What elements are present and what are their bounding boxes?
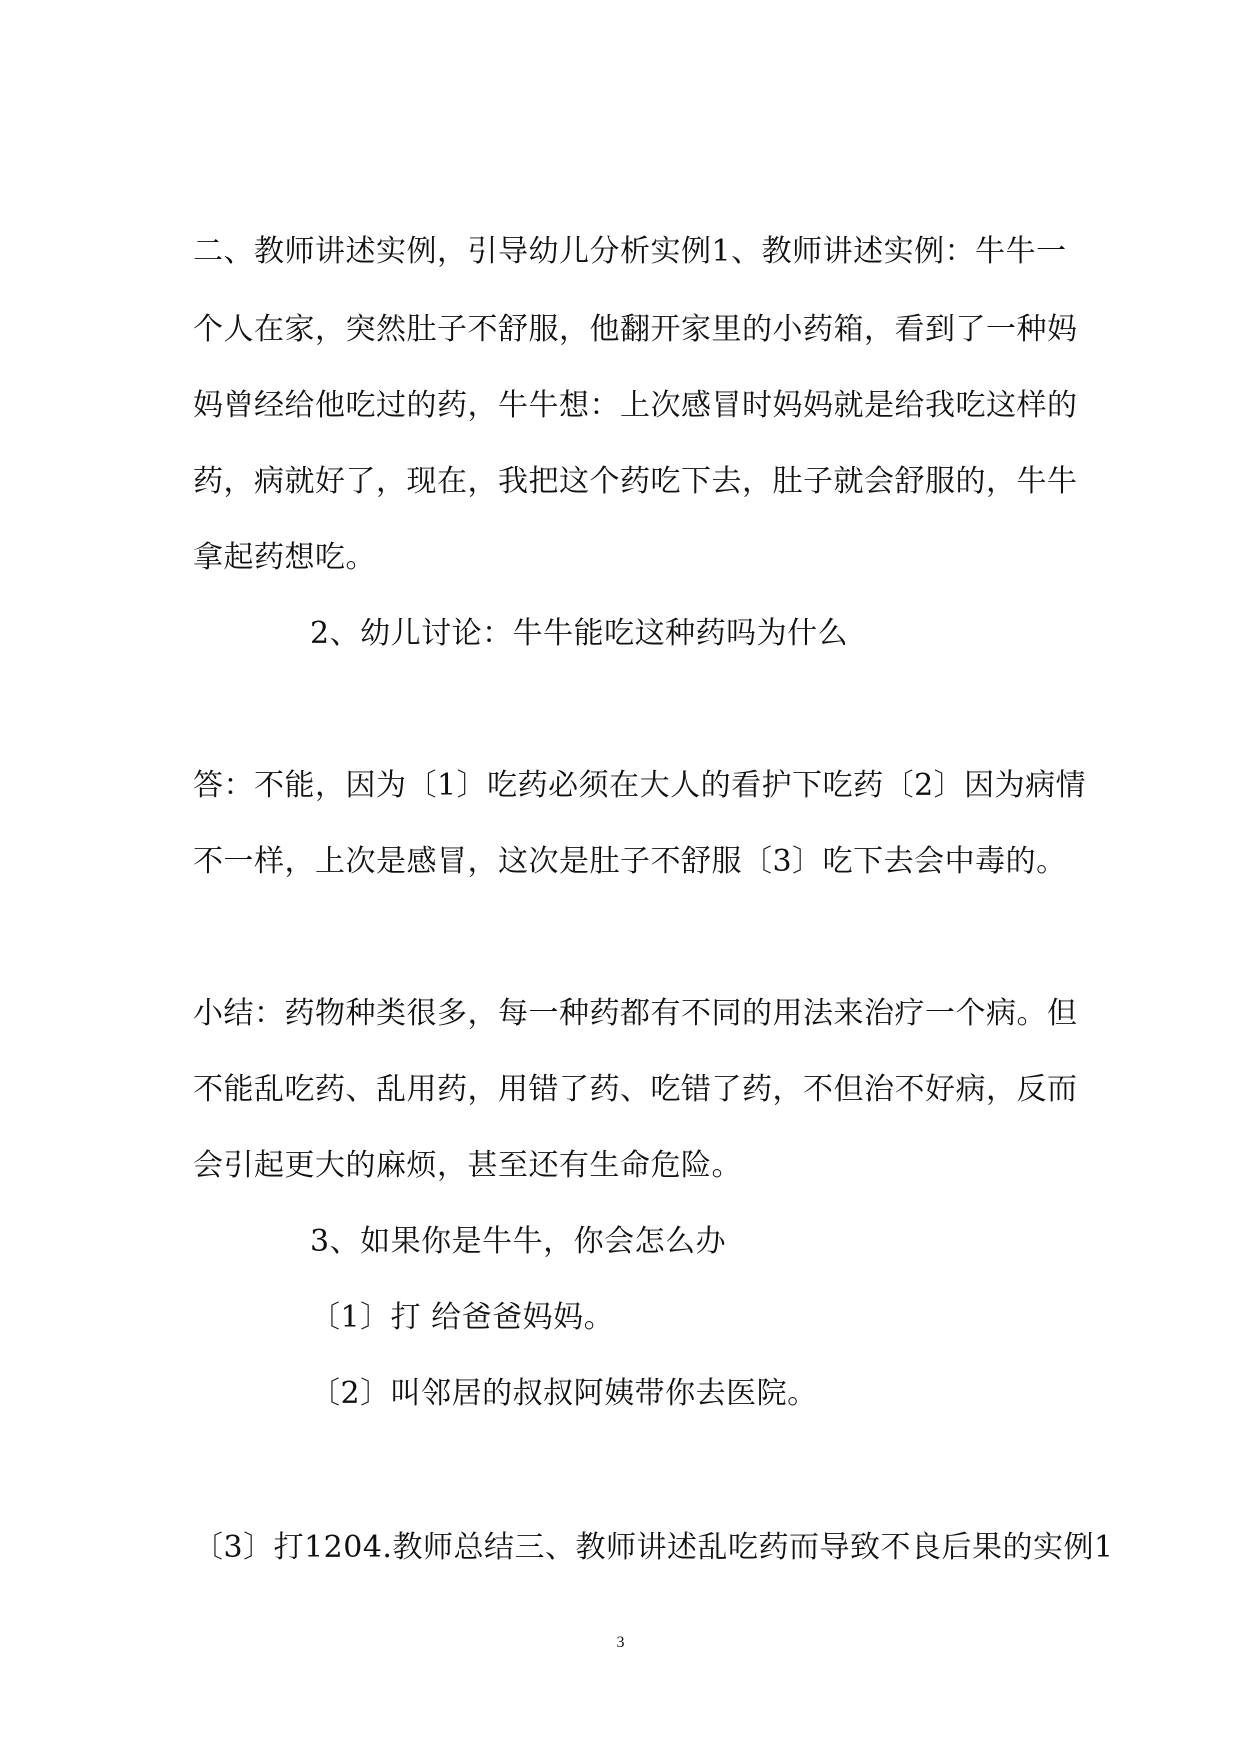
text-line: 3、如果你是牛牛，你会怎么办 [310,1224,727,1259]
text-line: 药，病就好了，现在，我把这个药吃下去，肚子就会舒服的，牛牛 [193,464,1078,499]
text-line: 会引起更大的麻烦，甚至还有生命危险。 [193,1148,742,1183]
text-line: 妈曾经给他吃过的药，牛牛想：上次感冒时妈妈就是给我吃这样的 [193,388,1078,423]
text-line: 不能乱吃药、乱用药，用错了药、吃错了药，不但治不好病，反而 [193,1072,1078,1107]
text-line: 拿起药想吃。 [193,540,376,575]
text-line: 〔2〕叫邻居的叔叔阿姨带你去医院。 [310,1376,818,1411]
text-line: 个人在家，突然肚子不舒服，他翻开家里的小药箱，看到了一种妈 [193,312,1078,347]
text-line: 不一样，上次是感冒，这次是肚子不舒服〔3〕吃下去会中毒的。 [193,844,1067,879]
text-line: 〔3〕打1204.教师总结三、教师讲述乱吃药而导致不良后果的实例1 [193,1530,1114,1565]
text-line: 二、教师讲述实例，引导幼儿分析实例1、教师讲述实例：牛牛一 [193,234,1067,269]
text-line: 2、幼儿讨论：牛牛能吃这种药吗为什么 [310,616,849,651]
page-number: 3 [616,1634,625,1651]
text-line: 〔1〕打 给爸爸妈妈。 [310,1300,615,1335]
text-line: 答：不能，因为〔1〕吃药必须在大人的看护下吃药〔2〕因为病情 [193,768,1087,803]
text-line: 小结：药物种类很多，每一种药都有不同的用法来治疗一个病。但 [193,996,1078,1031]
